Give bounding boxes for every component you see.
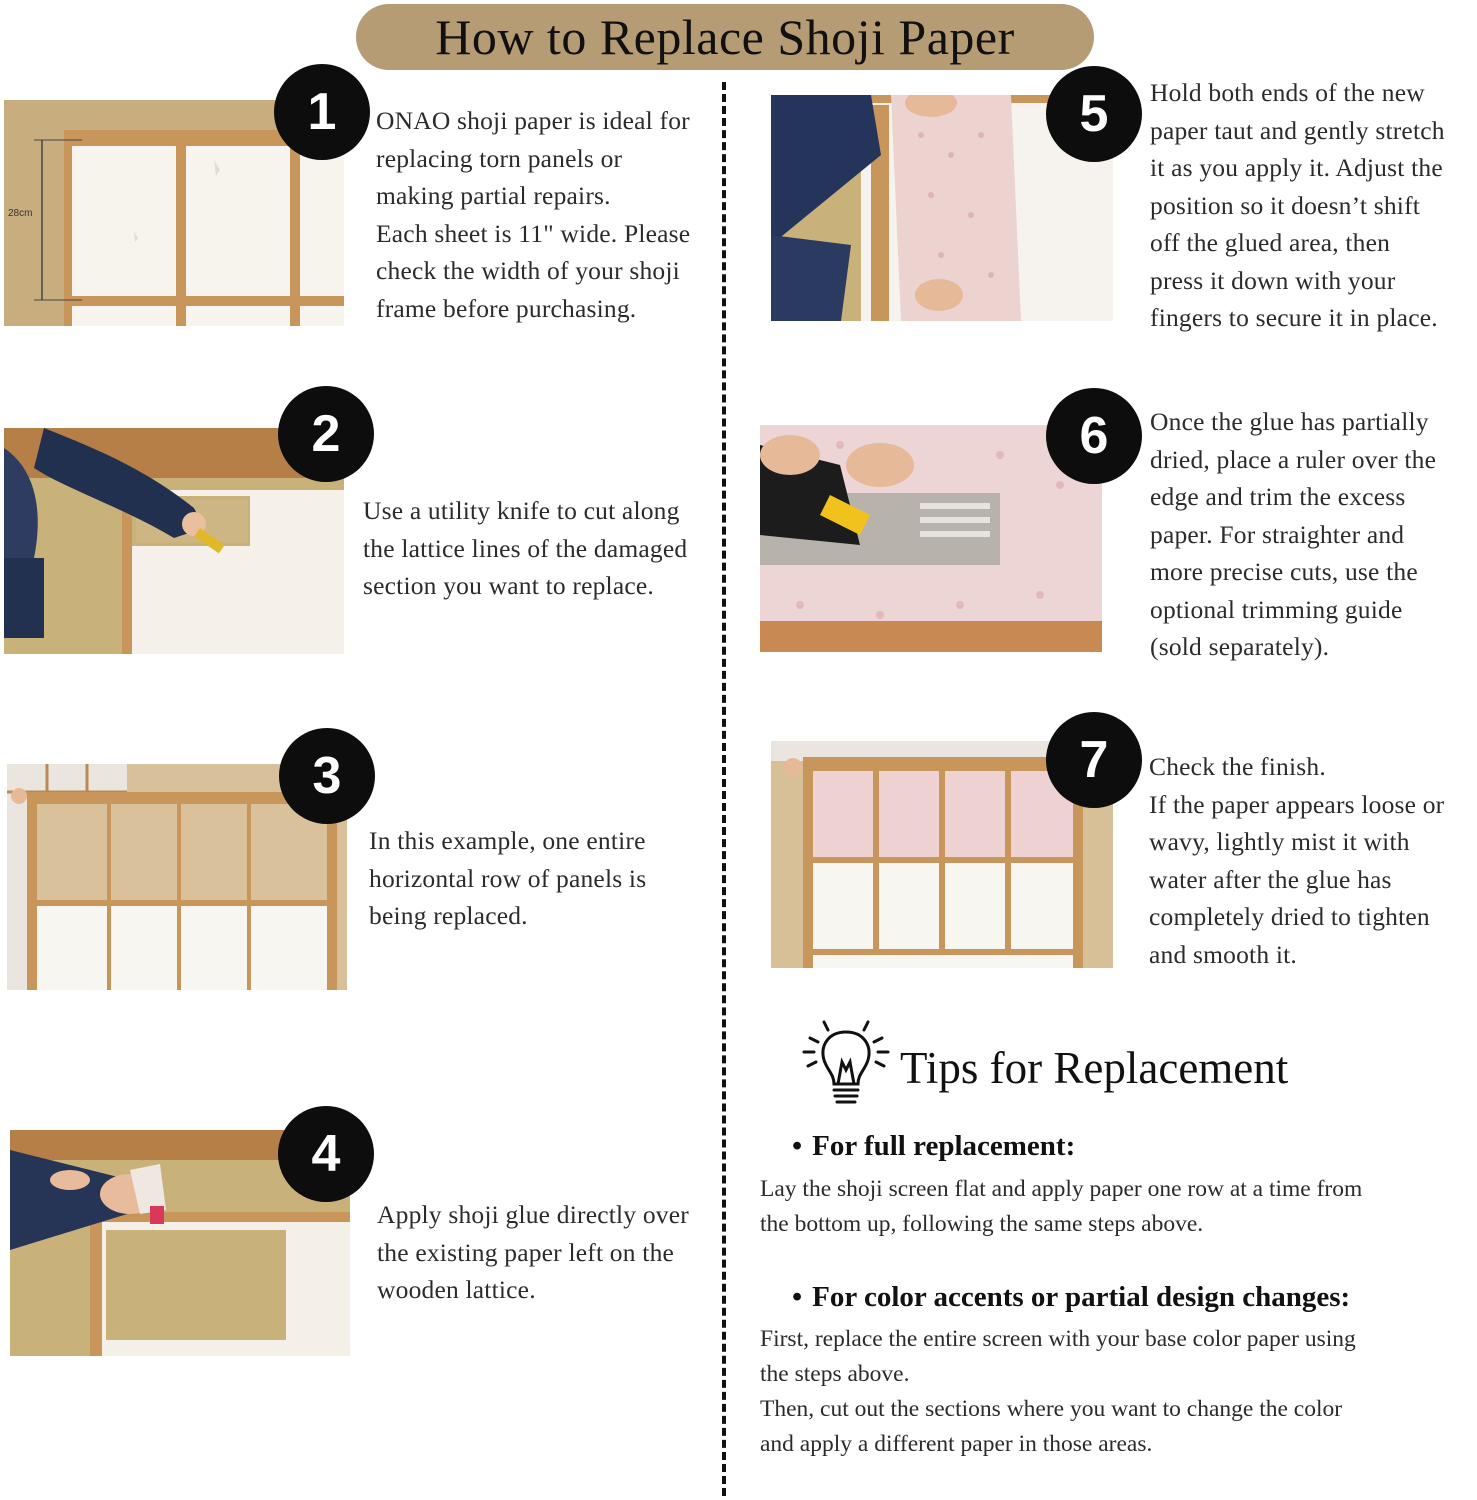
step-6-text: Once the glue has partially dried, place a ruler over the edge and trim the excess paper. For straighter and more precise cuts, use the optional trimming guide (sold separately). [1150,407,1437,661]
measurement-label: 28cm [8,208,33,219]
step-4-badge: 4 [278,1106,374,1202]
step-7-text: Check the finish. If the paper appears loose or wavy, lightly mist it with water after the glue has completely dried to tighten and smooth it. [1149,752,1445,969]
step-2-badge: 2 [278,386,374,482]
title-banner [356,4,1094,70]
tip-body-full: Lay the shoji screen flat and apply paper one row at a time from the bottom up, following the same steps above. [760,1176,1363,1237]
step-3-text: In this example, one entire horizontal row of panels is being replaced. [369,826,647,930]
column-divider [722,82,726,1496]
tip-heading-full: • For full replacement: [792,1130,1075,1163]
step-2-text: Use a utility knife to cut along the lattice lines of the damaged section you want to replace. [363,496,688,600]
tips-title: Tips for Replacement [900,1043,1289,1093]
step-4-text: Apply shoji glue directly over the existing paper left on the wooden lattice. [377,1200,689,1304]
step-5-badge: 5 [1046,66,1142,162]
step-5-text: Hold both ends of the new paper taut and gently stretch it as you apply it. Adjust the position so it doesn’t shift off the glued area, then press it down with your fingers to secure it in place. [1150,78,1445,332]
step-6-badge: 6 [1046,388,1142,484]
tip-body-accent: First, replace the entire screen with your base color paper using the steps above. Then, cut out the sections where you want to change the color and apply a different paper in those areas. [760,1326,1356,1457]
page-title: How to Replace Shoji Paper [435,9,1015,65]
step-7-badge: 7 [1046,712,1142,808]
step-6-photo [760,425,1102,652]
step-1-text: ONAO shoji paper is ideal for replacing torn panels or making partial repairs. Each sheet is 11" wide. Please check the width of your shoji frame before purchasing. [376,106,691,323]
step-3-badge: 3 [279,728,375,824]
lightbulb-icon [796,1018,896,1118]
step-1-badge: 1 [274,64,370,160]
tip-heading-accent: • For color accents or partial design changes: [792,1281,1350,1314]
